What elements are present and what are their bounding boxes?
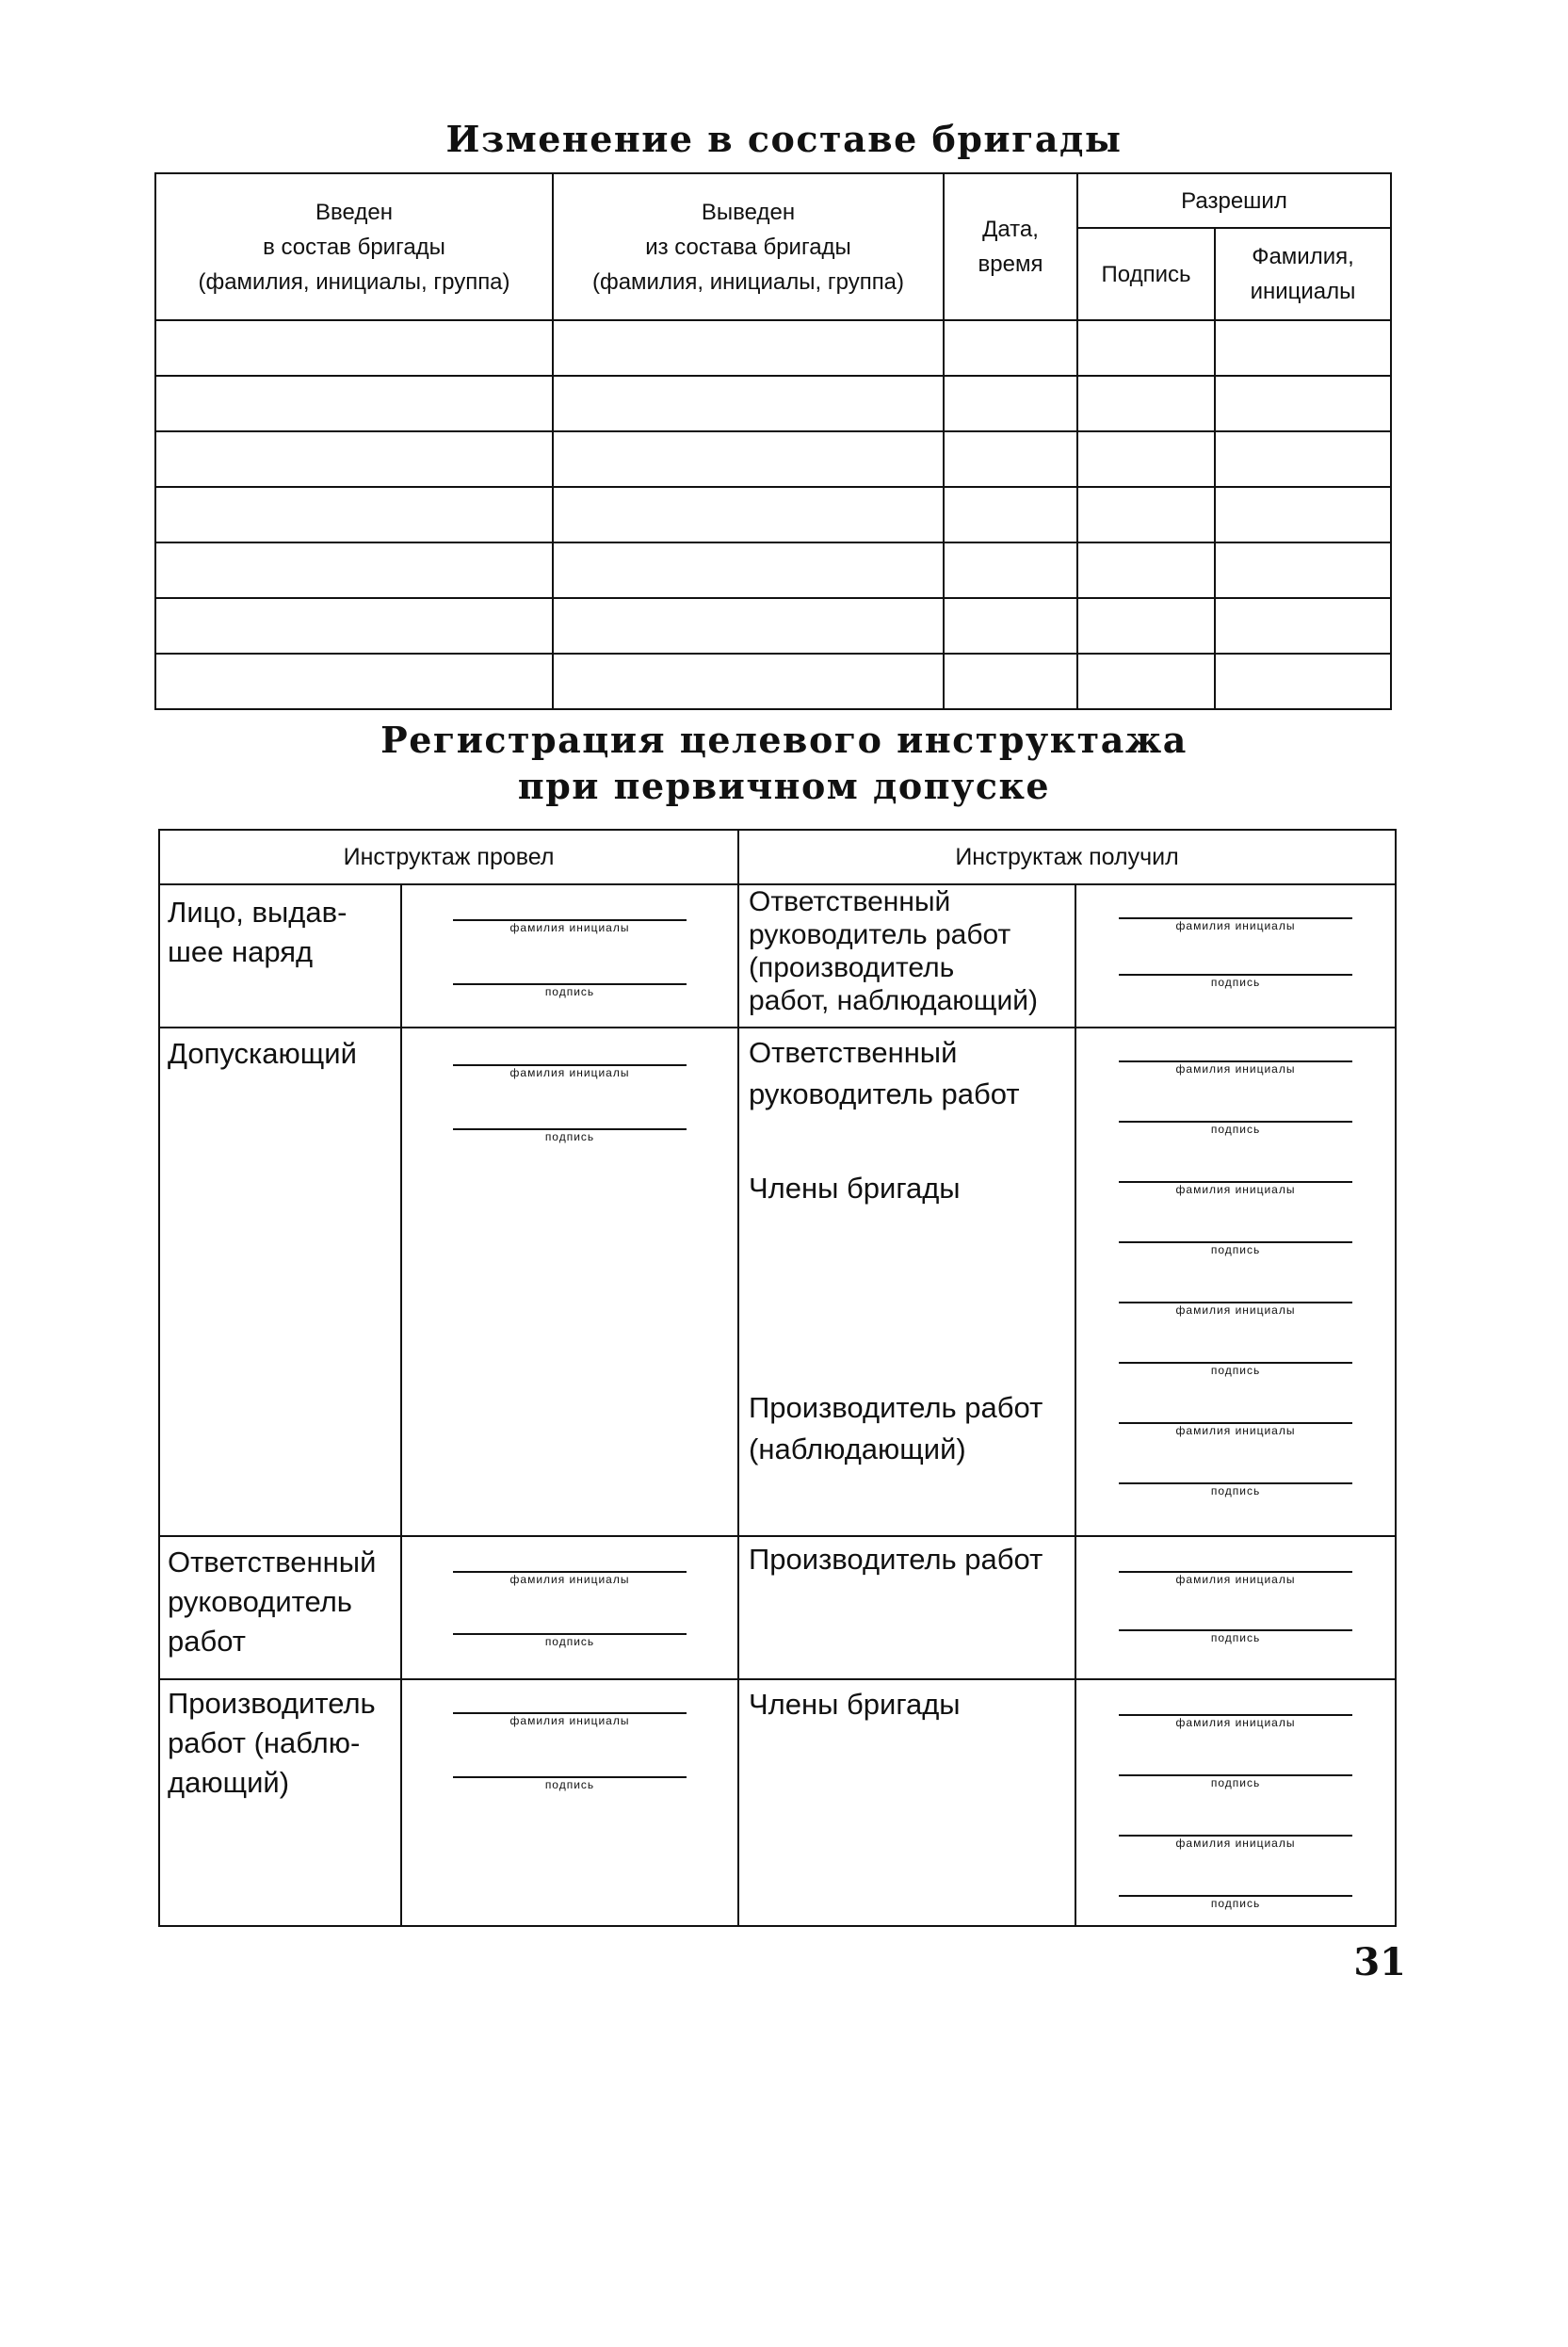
empty-cell[interactable] — [944, 320, 1077, 376]
header-removed: Выведен из состава бригады (фамилия, инициалы, группа) — [553, 173, 944, 320]
name-field[interactable]: фамилия инициалы — [1119, 917, 1352, 932]
giver-signature-cell — [401, 1028, 738, 1536]
signature-field[interactable]: подпись — [1119, 1482, 1352, 1497]
name-field[interactable]: фамилия инициалы — [1119, 1571, 1352, 1586]
signature-field[interactable]: подпись — [1119, 1241, 1352, 1256]
section-title-instruction-line2: при первичном допуске — [517, 765, 1051, 807]
page-number: 31 — [1353, 1940, 1406, 1984]
header-added: Введен в состав бригады (фамилия, инициалы, группа) — [155, 173, 553, 320]
name-field[interactable]: фамилия инициалы — [453, 1064, 687, 1079]
empty-row — [155, 487, 1391, 542]
empty-cell[interactable] — [553, 376, 944, 431]
signature-field[interactable]: подпись — [453, 1128, 687, 1143]
empty-cell[interactable] — [1077, 320, 1215, 376]
empty-cell[interactable] — [155, 654, 553, 709]
name-field[interactable]: фамилия инициалы — [453, 1571, 687, 1586]
empty-cell[interactable] — [1077, 598, 1215, 654]
name-field[interactable]: фамилия инициалы — [1119, 1714, 1352, 1729]
empty-cell[interactable] — [155, 598, 553, 654]
signature-field[interactable]: подпись — [1119, 1895, 1352, 1910]
empty-cell[interactable] — [1077, 431, 1215, 487]
empty-row — [155, 320, 1391, 376]
signature-field[interactable]: подпись — [1119, 1629, 1352, 1644]
name-field[interactable]: фамилия инициалы — [1119, 1302, 1352, 1317]
receiver-signature-cell — [1075, 1028, 1396, 1536]
empty-cell[interactable] — [944, 376, 1077, 431]
empty-cell[interactable] — [553, 431, 944, 487]
name-field[interactable]: фамилия инициалы — [1119, 1060, 1352, 1076]
receiver-label: Ответственный руководитель работ (производитель работ, наблюдающий) — [738, 884, 1075, 1028]
signature-field[interactable]: подпись — [1119, 1774, 1352, 1789]
header-datetime: Дата, время — [944, 173, 1077, 320]
empty-cell[interactable] — [553, 654, 944, 709]
name-field[interactable]: фамилия инициалы — [1119, 1422, 1352, 1437]
empty-cell[interactable] — [944, 431, 1077, 487]
empty-cell[interactable] — [944, 487, 1077, 542]
empty-row — [155, 431, 1391, 487]
empty-row — [155, 376, 1391, 431]
empty-cell[interactable] — [1215, 598, 1391, 654]
empty-cell[interactable] — [1077, 376, 1215, 431]
empty-cell[interactable] — [944, 542, 1077, 598]
empty-cell[interactable] — [155, 542, 553, 598]
empty-cell[interactable] — [1215, 431, 1391, 487]
giver-label: Допускающий — [159, 1028, 401, 1536]
empty-cell[interactable] — [155, 320, 553, 376]
giver-signature-cell — [401, 1679, 738, 1926]
name-field[interactable]: фамилия инициалы — [453, 1712, 687, 1727]
receiver-labels: Ответственный руководитель работ Члены бригады Производитель работ (наблюдающий) — [738, 1028, 1075, 1536]
brigade-changes-table — [154, 172, 1392, 710]
empty-cell[interactable] — [553, 598, 944, 654]
empty-cell[interactable] — [1077, 654, 1215, 709]
name-field[interactable]: фамилия инициалы — [453, 919, 687, 934]
empty-cell[interactable] — [1215, 654, 1391, 709]
giver-signature-cell — [401, 1536, 738, 1679]
section-title-instruction-line1: Регистрация целевого инструктажа — [380, 719, 1188, 761]
giver-signature-cell — [401, 884, 738, 1028]
instruction-registration-table — [158, 829, 1397, 1927]
signature-field[interactable]: подпись — [1119, 1362, 1352, 1377]
receiver-signature-cell — [1075, 1679, 1396, 1926]
empty-cell[interactable] — [1215, 376, 1391, 431]
header-instruction-given: Инструктаж провел — [159, 830, 738, 884]
empty-cell[interactable] — [553, 542, 944, 598]
header-permitted: Разрешил — [1077, 173, 1391, 228]
header-name: Фамилия, инициалы — [1215, 228, 1391, 320]
empty-cell[interactable] — [1215, 487, 1391, 542]
section-title-brigade-changes: Изменение в составе бригады — [445, 118, 1123, 160]
empty-cell[interactable] — [1077, 542, 1215, 598]
receiver-label: Производитель работ — [738, 1536, 1075, 1679]
empty-cell[interactable] — [1215, 320, 1391, 376]
name-field[interactable]: фамилия инициалы — [1119, 1835, 1352, 1850]
empty-cell[interactable] — [155, 487, 553, 542]
name-field[interactable]: фамилия инициалы — [1119, 1181, 1352, 1196]
empty-cell[interactable] — [1215, 542, 1391, 598]
empty-row — [155, 542, 1391, 598]
signature-field[interactable]: подпись — [1119, 1121, 1352, 1136]
signature-field[interactable]: подпись — [453, 1776, 687, 1791]
giver-label: Лицо, выдав- шее наряд — [159, 884, 401, 1028]
empty-row — [155, 598, 1391, 654]
empty-cell[interactable] — [155, 431, 553, 487]
empty-cell[interactable] — [155, 376, 553, 431]
empty-cell[interactable] — [944, 598, 1077, 654]
empty-cell[interactable] — [1077, 487, 1215, 542]
empty-cell[interactable] — [944, 654, 1077, 709]
receiver-signature-cell — [1075, 1536, 1396, 1679]
receiver-label: Члены бригады — [738, 1679, 1075, 1926]
header-instruction-received: Инструктаж получил — [738, 830, 1396, 884]
receiver-signature-cell — [1075, 884, 1396, 1028]
signature-field[interactable]: подпись — [1119, 974, 1352, 989]
empty-row — [155, 654, 1391, 709]
empty-cell[interactable] — [553, 320, 944, 376]
empty-cell[interactable] — [553, 487, 944, 542]
giver-label: Производитель работ (наблю- дающий) — [159, 1679, 401, 1926]
signature-field[interactable]: подпись — [453, 983, 687, 998]
signature-field[interactable]: подпись — [453, 1633, 687, 1648]
giver-label: Ответственный руководитель работ — [159, 1536, 401, 1679]
header-signature: Подпись — [1077, 228, 1215, 320]
